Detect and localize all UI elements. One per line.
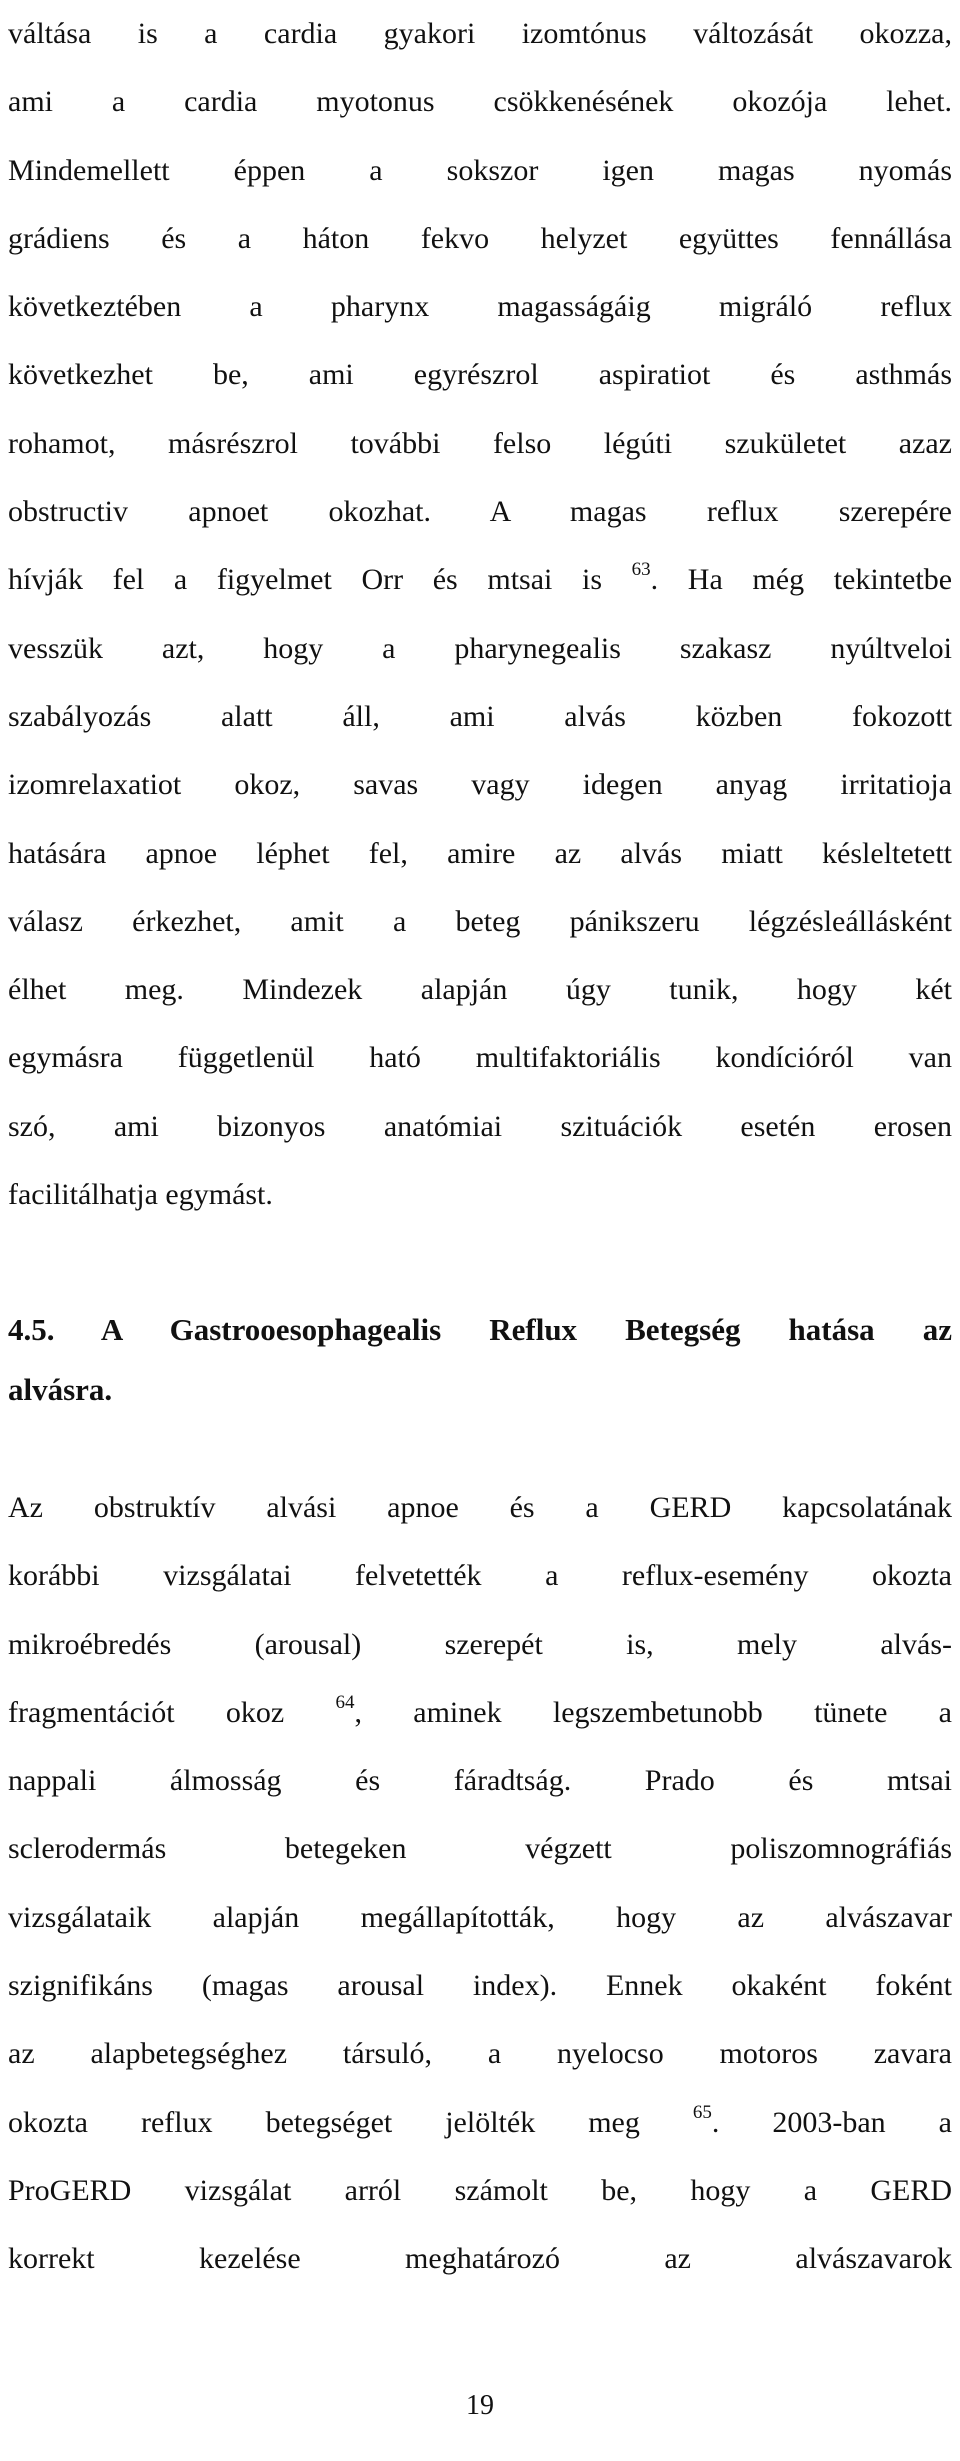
text-segment: , aminek legszembetunobb tünete a (354, 1695, 952, 1729)
section-heading (8, 1300, 952, 1420)
text-line: váltása is a cardia gyakori izomtónus változását okozza, (8, 17, 952, 50)
text-line (8, 2089, 952, 2157)
text-line: következtében a pharynx magasságáig migráló reflux (8, 290, 952, 324)
text-line: vesszük azt, hogy a pharynegealis szakasz nyúltveloi (8, 631, 952, 665)
paragraph-2 (8, 1474, 952, 2294)
text-line: élhet meg. Mindezek alapján úgy tunik, hogy két (8, 973, 952, 1007)
text-line: obstructiv apnoet okozhat. A magas reflux szerepére (8, 495, 952, 529)
text-line: ami a cardia myotonus csökkenésének okozója lehet. (8, 85, 952, 119)
text-line: válasz érkezhet, amit a beteg pánikszeru légzésleállásként (8, 904, 952, 938)
text-line: egymásra függetlenül ható multifaktoriális kondícióról van (8, 1041, 952, 1075)
text-line: az alapbetegséghez társuló, a nyelocso motoros zavara (8, 2037, 952, 2071)
text-line: Mindemellett éppen a sokszor igen magas nyomás (8, 153, 952, 187)
text-segment: . Ha még tekintetbe (650, 563, 953, 597)
page-number: 19 (466, 2390, 494, 2421)
text-line: Az obstruktív alvási apnoe és a GERD kapcsolatának (8, 1491, 952, 1524)
text-line: ProGERD vizsgálat arról számolt be, hogy a GERD (8, 2173, 952, 2207)
text-line: izomrelaxatiot okoz, savas vagy idegen anyag irritatioja (8, 768, 952, 802)
text-segment: hívják fel a figyelmet Orr és mtsai is (8, 563, 632, 597)
text-line: 4.5. A Gastrooesophagealis Reflux Betegség hatása az (8, 1312, 952, 1347)
text-line: szignifikáns (magas arousal index). Ennek okaként foként (8, 1969, 952, 2003)
text-segment: okozta reflux betegséget jelölték meg (8, 2105, 693, 2139)
text-line: következhet be, ami egyrészrol aspiratiot és asthmás (8, 358, 952, 392)
paragraph-1 (8, 0, 952, 1229)
text-line: rohamot, másrészrol további felso légúti szukületet azaz (8, 426, 952, 460)
text-segment: . 2003-ban a (711, 2105, 952, 2139)
text-line: szó, ami bizonyos anatómiai szituációk esetén erosen (8, 1109, 952, 1143)
citation-reference: 64 (335, 1691, 355, 1713)
text-line: korrekt kezelése meghatározó az alvászavarok (8, 2242, 952, 2276)
text-line (8, 546, 952, 614)
text-line: facilitálhatja egymást. (8, 1178, 273, 1212)
text-line (8, 1679, 952, 1747)
text-line: szabályozás alatt áll, ami alvás közben fokozott (8, 699, 952, 733)
text-line: korábbi vizsgálatai felvetették a reflux-esemény okozta (8, 1559, 952, 1593)
citation-reference: 65 (692, 2101, 712, 2123)
text-line: mikroébredés (arousal) szerepét is, mely alvás- (8, 1627, 952, 1661)
text-line: hatására apnoe léphet fel, amire az alvás miatt késleltetett (8, 836, 952, 870)
text-segment: fragmentációt okoz (8, 1695, 336, 1729)
text-line: sclerodermás betegeken végzett poliszomnográfiás (8, 1832, 952, 1866)
text-line: nappali álmosság és fáradtság. Prado és mtsai (8, 1764, 952, 1798)
citation-reference: 63 (631, 559, 651, 581)
text-line: vizsgálataik alapján megállapították, hogy az alvászavar (8, 1900, 952, 1934)
text-line: alvásra. (8, 1372, 113, 1407)
text-line: grádiens és a háton fekvo helyzet együttes fennállása (8, 221, 952, 255)
